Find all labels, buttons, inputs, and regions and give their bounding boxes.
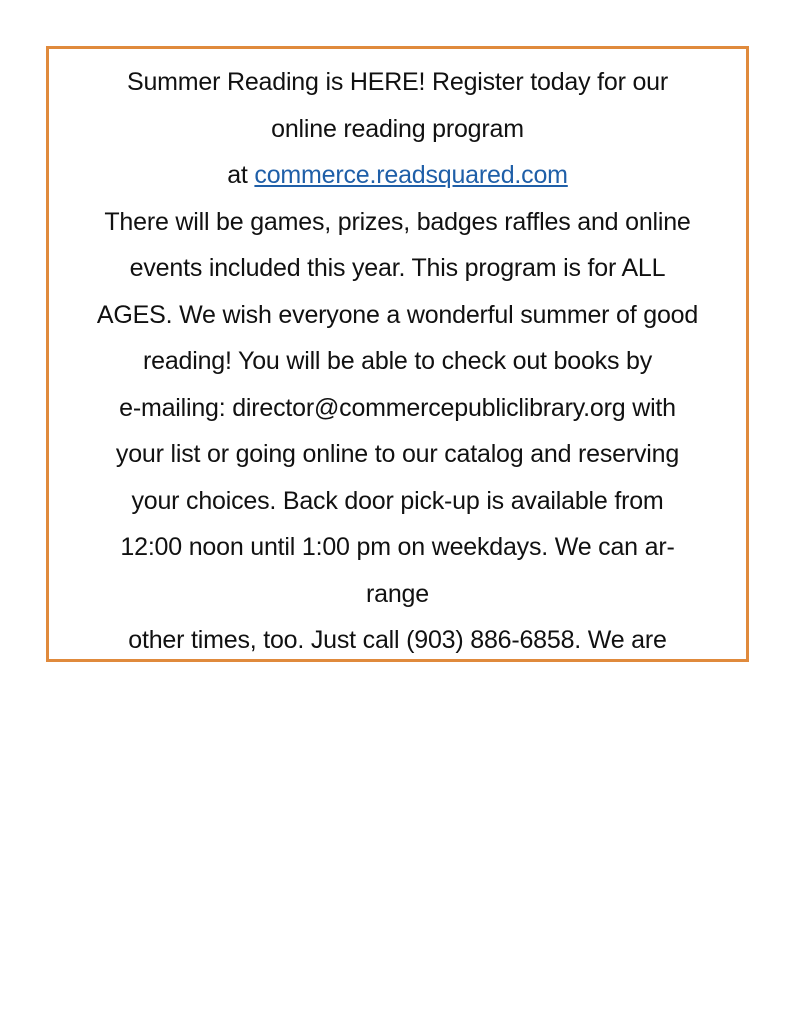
notice-line-12: range: [366, 579, 429, 608]
notice-line-2: online reading program: [271, 114, 524, 143]
summer-reading-notice: [46, 46, 749, 662]
link-prefix: at: [227, 161, 255, 189]
notice-line-13: other times, too. Just call (903) 886-6858. We are: [128, 626, 667, 654]
notice-line-1: Summer Reading is HERE! Register today for our: [126, 68, 669, 96]
notice-line-11: 12:00 noon until 1:00 pm on weekdays. We can ar-: [120, 533, 675, 561]
notice-body: [49, 59, 746, 664]
notice-line-8: e-mailing: director@commercepubliclibrary.org with: [119, 393, 676, 422]
notice-line-5: events included this year. This program is for ALL: [129, 254, 666, 282]
notice-line-6: AGES. We wish everyone a wonderful summer of good: [96, 300, 699, 329]
notice-line-10: your choices. Back door pick-up is available from: [131, 486, 664, 515]
notice-line-4: There will be games, prizes, badges raffles and online: [104, 207, 691, 236]
notice-line-7: reading! You will be able to check out books by: [142, 347, 652, 375]
notice-line-3: [53, 152, 742, 199]
readsquared-link[interactable]: commerce.readsquared.com: [254, 161, 568, 189]
notice-line-9: your list or going online to our catalog and reserving: [115, 440, 680, 468]
